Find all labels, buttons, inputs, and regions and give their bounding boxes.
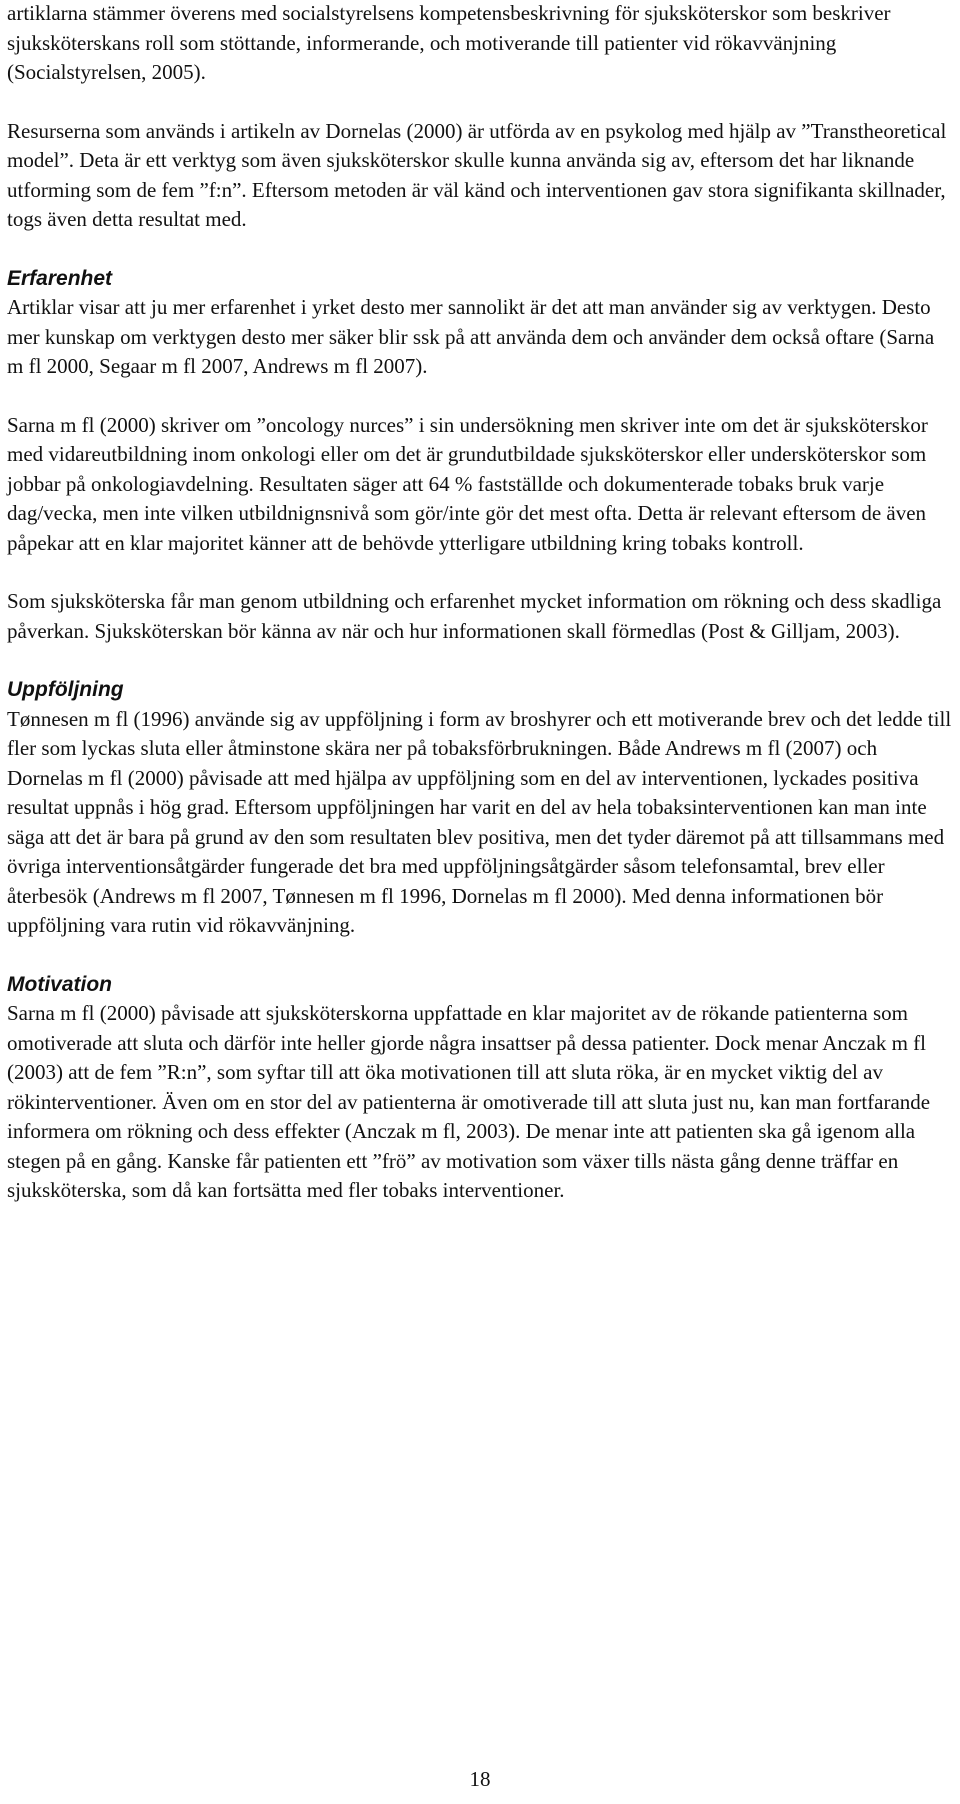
section-heading-motivation: Motivation: [7, 972, 112, 996]
paragraph-gap: [7, 235, 953, 264]
paragraph-erfarenhet-1: Artiklar visar att ju mer erfarenhet i yrket desto mer sannolikt är det att man använder sig av verktygen. Desto mer kunskap om verktygen desto mer säker blir ssk på att använda dem och använder dem också oftare (Sarna m fl 2000, Segaar m fl 2007, Andrews m fl 2007).: [7, 295, 935, 378]
paragraph-motivation-1: Sarna m fl (2000) påvisade att sjuksköterskorna uppfattade en klar majoritet av de rökande patienterna som omotiverade att sluta och därför inte heller gjorde några insattser på dessa patienter. Dock menar Anczak m fl (2003) att de fem ”R:n”, som syftar till att öka motivationen till att sluta röka, är en mycket viktig del av rökinterventioner. Även om en stor del av patienterna är omotiverade till att sluta just nu, kan man fortfarande informera om rökning och dess effekter (Anczak m fl, 2003). De menar inte att patienten ska gå igenom alla stegen på en gång. Kanske får patienten ett ”frö” av motivation som växer tills nästa gång denne träffar en sjuksköterska, som då kan fortsätta med fler tobaks interventioner.: [7, 1001, 931, 1202]
paragraph-gap: [7, 558, 953, 587]
section-heading-uppfoljning: Uppföljning: [7, 678, 124, 701]
paragraph-erfarenhet-2: Sarna m fl (2000) skriver om ”oncology nurces” i sin undersökning men skriver inte om det är sjuksköterskor med vidareutbildning inom onkologi eller om det är grundutbildade sjuksköterskor eller undersköterskor som jobbar på onkologiavdelning. Resultaten säger att 64 % fastställde och dokumenterade tobaks bruk varje dag/vecka, men inte vilken utbildnignsnivå som gör/inte gör det mest ofta. Detta är relevant eftersom de även påpekar att en klar majoritet känner att de behövde ytterligare utbildning kring tobaks kontroll.: [7, 412, 928, 555]
section-heading-erfarenhet: Erfarenhet: [7, 266, 113, 290]
paragraph-gap: [7, 88, 953, 117]
paragraph-gap: [7, 941, 953, 970]
paragraph-uppfoljning-1: Tønnesen m fl (1996) använde sig av uppföljning i form av broshyrer och ett motiverande brev och det ledde till fler som lyckas sluta eller åtminstone skära ner på tobaksförbrukningen. Både Andrews m fl (2007) och Dornelas m fl (2000) påvisade att med hjälpa av uppföljning som en del av interventionen, lyckades positiva resultat uppnås i hög grad. Eftersom uppföljningen har varit en del av hela tobaksinterventionen kan man inte säga att det är bara på grund av den som resultaten blev positiva, men det tyder däremot på att tillsammans med övriga interventionsåtgärder fungerade det bra med uppföljningsåtgärder såsom telefonsamtal, brev eller återbesök (Andrews m fl 2007, Tønnesen m fl 1996, Dornelas m fl 2000). Med denna informationen bör uppföljning vara rutin vid rökavvänjning.: [7, 706, 952, 937]
paragraph-gap: [7, 646, 953, 675]
paragraph-intro-2: Resurserna som används i artikeln av Dornelas (2000) är utförda av en psykolog med hjälp av ”Transtheoretical model”. Deta är ett verktyg som även sjuksköterskor skulle kunna använda sig av, eftersom det har liknande utforming som de fem ”f:n”. Eftersom metoden är väl känd och interventionen gav stora signifikanta skillnader, togs även detta resultat med.: [7, 118, 947, 231]
document-page: [7, 0, 953, 1206]
paragraph-erfarenhet-3: Som sjuksköterska får man genom utbildning och erfarenhet mycket information om rökning och dess skadliga påverkan. Sjuksköterskan bör känna av när och hur informationen skall förmedlas (Post & Gilljam, 2003).: [7, 589, 942, 643]
paragraph-intro-1: artiklarna stämmer överens med socialstyrelsens kompetensbeskrivning för sjuksköterskor som beskriver sjuksköterskans roll som stöttande, informerande, och motiverande till patienter vid rökavvänjning (Socialstyrelsen, 2005).: [7, 1, 891, 84]
page-number: 18: [469, 1767, 491, 1791]
paragraph-gap: [7, 382, 953, 411]
